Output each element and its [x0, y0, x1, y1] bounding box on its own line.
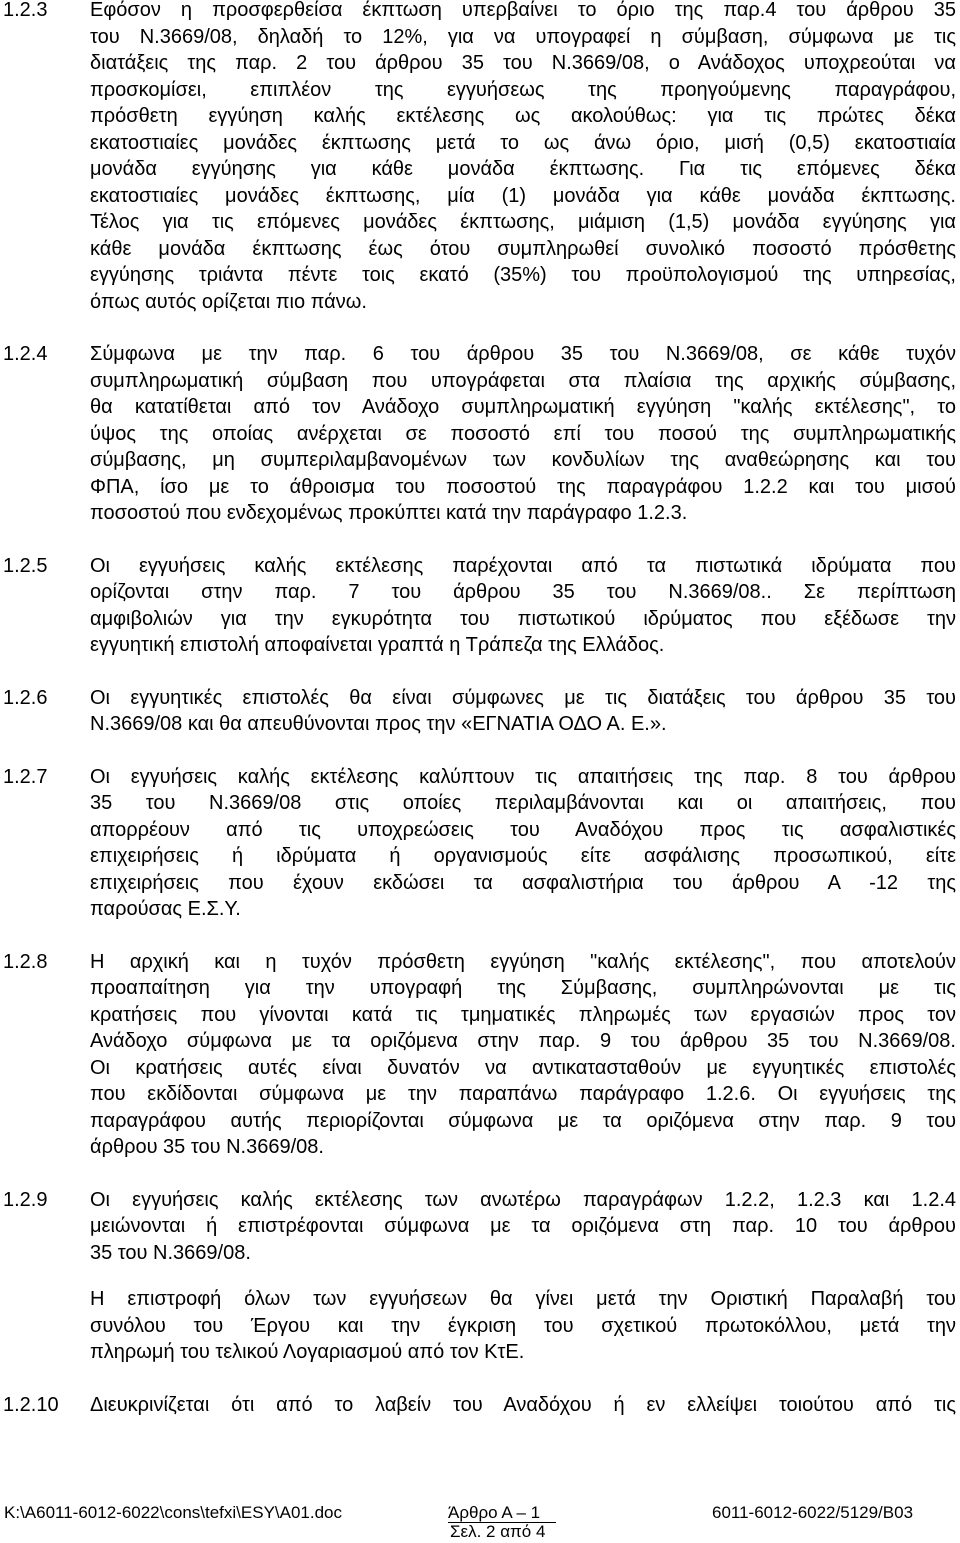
- section-text: [90, 0, 956, 315]
- page-footer: [0, 1500, 960, 1543]
- spacer: [0, 923, 960, 949]
- text-line: εγγυητική επιστολή αποφαίνεται γραπτά η Τράπεζα της Ελλάδος.: [90, 634, 665, 656]
- text-line: Οι εγγυήσεις καλής εκτέλεσης καλύπτουν τις απαιτήσεις της παρ. 8 του άρθρου: [90, 765, 956, 788]
- section-1-2-8: [0, 949, 960, 1161]
- section-number: 1.2.7: [3, 765, 48, 788]
- text-line: του Ν.3669/08, δηλαδή το 12%, για να υπογραφεί η σύμβαση, σύμφωνα με τις: [90, 25, 956, 48]
- text-line: θα κατατίθεται από τον Ανάδοχο συμπληρωματική εγγύηση "καλής εκτέλεσης", το: [90, 396, 956, 418]
- text-line: παραγράφου αυτής περιορίζονται σύμφωνα με τα οριζόμενα στην παρ. 9 του: [90, 1109, 956, 1132]
- section-text: [90, 341, 956, 527]
- spacer: [0, 1161, 960, 1187]
- text-line: Οι κρατήσεις αυτές είναι δυνατόν να αντικατασταθούν με εγγυητικές επιστολές: [90, 1056, 956, 1079]
- section-1-2-5: [0, 553, 960, 659]
- section-1-2-10: [0, 1392, 960, 1419]
- section-1-2-9: [0, 1187, 960, 1366]
- text-line: Σύμφωνα με την παρ. 6 του άρθρου 35 του Ν.3669/08, σε κάθε τυχόν: [90, 343, 956, 365]
- text-line: συμπληρωματική σύμβαση που υπογράφεται στα πλαίσια της αρχικής σύμβασης,: [90, 369, 956, 392]
- spacer: [0, 315, 960, 341]
- text-line: Οι εγγυητικές επιστολές θα είναι σύμφωνες με τις διατάξεις του άρθρου 35 του: [90, 686, 956, 709]
- text-line: ορίζονται στην παρ. 7 του άρθρου 35 του Ν.3669/08.. Σε περίπτωση: [90, 581, 956, 603]
- text-line: κάθε μονάδα έκπτωσης έως ότου συμπληρωθεί συνολικό ποσοστό πρόσθετης: [90, 237, 956, 260]
- text-line: ύψος της οποίας ανέρχεται σε ποσοστό επί του ποσού της συμπληρωματικής: [90, 422, 956, 445]
- text-line: άρθρου 35 του Ν.3669/08.: [90, 1136, 324, 1158]
- text-line: Ανάδοχο σύμφωνα με τα οριζόμενα στην παρ. 9 του άρθρου 35 του Ν.3669/08.: [90, 1030, 956, 1052]
- text-line: Η αρχική και η τυχόν πρόσθετη εγγύηση "καλής εκτέλεσης", που αποτελούν: [90, 950, 956, 973]
- text-line: πληρωμή του τελικού Λογαριασμού από τον ΚτΕ.: [90, 1341, 525, 1363]
- text-line: Ν.3669/08 και θα απευθύνονται προς την «ΕΓΝΑΤΙΑ ΟΔΟ Α. Ε.».: [90, 713, 667, 735]
- text-line: 35 του Ν.3669/08 στις οποίες περιλαμβάνονται και οι απαιτήσεις, που: [90, 792, 956, 814]
- spacer: [0, 738, 960, 764]
- text-line: συνόλου του Έργου και την έγκριση του σχετικού πρωτοκόλλου, μετά την: [90, 1314, 956, 1337]
- section-text: [90, 553, 956, 659]
- text-line: προσκομίσει, επιπλέον της εγγυήσεως της προηγούμενης παραγράφου,: [90, 78, 956, 101]
- text-line: πρόσθετη εγγύηση καλής εκτέλεσης ως ακολούθως: για τις πρώτες δέκα: [90, 105, 956, 127]
- text-line: 35 του Ν.3669/08.: [90, 1241, 251, 1264]
- section-1-2-7: [0, 764, 960, 923]
- section-number: 1.2.4: [3, 343, 48, 365]
- spacer: [0, 527, 960, 553]
- spacer: [90, 1266, 956, 1286]
- section-text: [90, 685, 956, 738]
- section-text: [90, 764, 956, 923]
- footer-article: Άρθρο Α – 1: [448, 1503, 541, 1522]
- section-number: 1.2.5: [3, 554, 48, 577]
- text-line: εκατοστιαίες μονάδες έκπτωσης μετά το ως άνω όριο, μισή (0,5) εκατοστιαία: [90, 131, 956, 154]
- spacer: [0, 1366, 960, 1392]
- text-line: Οι εγγυήσεις καλής εκτέλεσης παρέχονται από τα πιστωτικά ιδρύματα που: [90, 554, 956, 577]
- section-text: [90, 949, 956, 1161]
- text-line: παρούσας Ε.Σ.Υ.: [90, 898, 241, 920]
- text-line: επιχειρήσεις που έχουν εκδώσει τα ασφαλιστήρια του άρθρου Α -12 της: [90, 871, 956, 894]
- text-line: Διευκρινίζεται ότι από το λαβείν του Αναδόχου ή εν ελλείψει τοιούτου από τις: [90, 1393, 956, 1416]
- text-line: ΦΠΑ, ίσο με το άθροισμα του ποσοστού της παραγράφου 1.2.2 και του μισού: [90, 475, 956, 498]
- text-line: επιχειρήσεις ή ιδρύματα ή οργανισμούς είτε ασφάλισης προσωπικού, είτε: [90, 845, 956, 867]
- text-line: Εφόσον η προσφερθείσα έκπτωση υπερβαίνει το όριο της παρ.4 του άρθρου 35: [90, 0, 956, 21]
- section-number: 1.2.9: [3, 1188, 48, 1211]
- section-number: 1.2.3: [3, 0, 48, 21]
- section-1-2-6: [0, 685, 960, 738]
- text-line: εγγύησης τριάντα πέντε τοις εκατό (35%) του προϋπολογισμού της υπηρεσίας,: [90, 264, 956, 286]
- section-text: [90, 1392, 956, 1419]
- text-line: απορρέουν από τις υποχρεώσεις του Αναδόχου προς τις ασφαλιστικές: [90, 818, 956, 841]
- footer-page-number: Σελ. 2 από 4: [450, 1522, 546, 1541]
- text-line: Οι εγγυήσεις καλής εκτέλεσης των ανωτέρω παραγράφων 1.2.2, 1.2.3 και 1.2.4: [90, 1188, 956, 1211]
- footer-file-path: K:\A6011-6012-6022\cons\tefxi\ESY\A01.doc: [4, 1503, 343, 1522]
- footer-document-code: 6011-6012-6022/5129/B03: [712, 1503, 914, 1522]
- section-text: [90, 1187, 956, 1366]
- section-1-2-3: [0, 0, 960, 315]
- text-line: Η επιστροφή όλων των εγγυήσεων θα γίνει μετά την Οριστική Παραλαβή του: [90, 1288, 956, 1310]
- text-line: Τέλος για τις επόμενες μονάδες έκπτωσης, μιάμιση (1,5) μονάδα εγγύησης για: [90, 211, 956, 233]
- text-line: κρατήσεις που γίνονται κατά τις τμηματικές πληρωμές των εργασιών προς τον: [90, 1003, 956, 1026]
- text-line: σύμβασης, μη συμπεριλαμβανομένων των κονδυλίων της αναθεώρησης και του: [90, 449, 956, 471]
- text-line: που εκδίδονται σύμφωνα με την παραπάνω παράγραφο 1.2.6. Οι εγγυήσεις της: [90, 1083, 956, 1105]
- spacer: [0, 659, 960, 685]
- text-line: ποσοστού που ενδεχομένως προκύπτει κατά την παράγραφο 1.2.3.: [90, 502, 688, 524]
- text-line: προαπαίτηση για την υπογραφή της Σύμβασης, συμπληρώνονται με τις: [90, 977, 956, 999]
- text-line: όπως αυτός ορίζεται πιο πάνω.: [90, 290, 367, 313]
- section-1-2-4: [0, 341, 960, 527]
- text-line: μονάδα εγγύησης για κάθε μονάδα έκπτωσης. Για τις επόμενες δέκα: [90, 158, 956, 180]
- section-number: 1.2.10: [3, 1393, 59, 1416]
- text-line: εκατοστιαίες μονάδες έκπτωσης, μία (1) μονάδα για κάθε μονάδα έκπτωσης.: [90, 184, 956, 207]
- text-line: αμφιβολιών για την εγκυρότητα του πιστωτικού ιδρύματος που εξέδωσε την: [90, 607, 956, 630]
- section-number: 1.2.6: [3, 686, 48, 709]
- section-number: 1.2.8: [3, 950, 48, 973]
- text-line: μειώνονται ή επιστρέφονται σύμφωνα με τα οριζόμενα στη παρ. 10 του άρθρου: [90, 1215, 956, 1237]
- text-line: διατάξεις της παρ. 2 του άρθρου 35 του Ν.3669/08, ο Ανάδοχος υποχρεούται να: [90, 52, 956, 74]
